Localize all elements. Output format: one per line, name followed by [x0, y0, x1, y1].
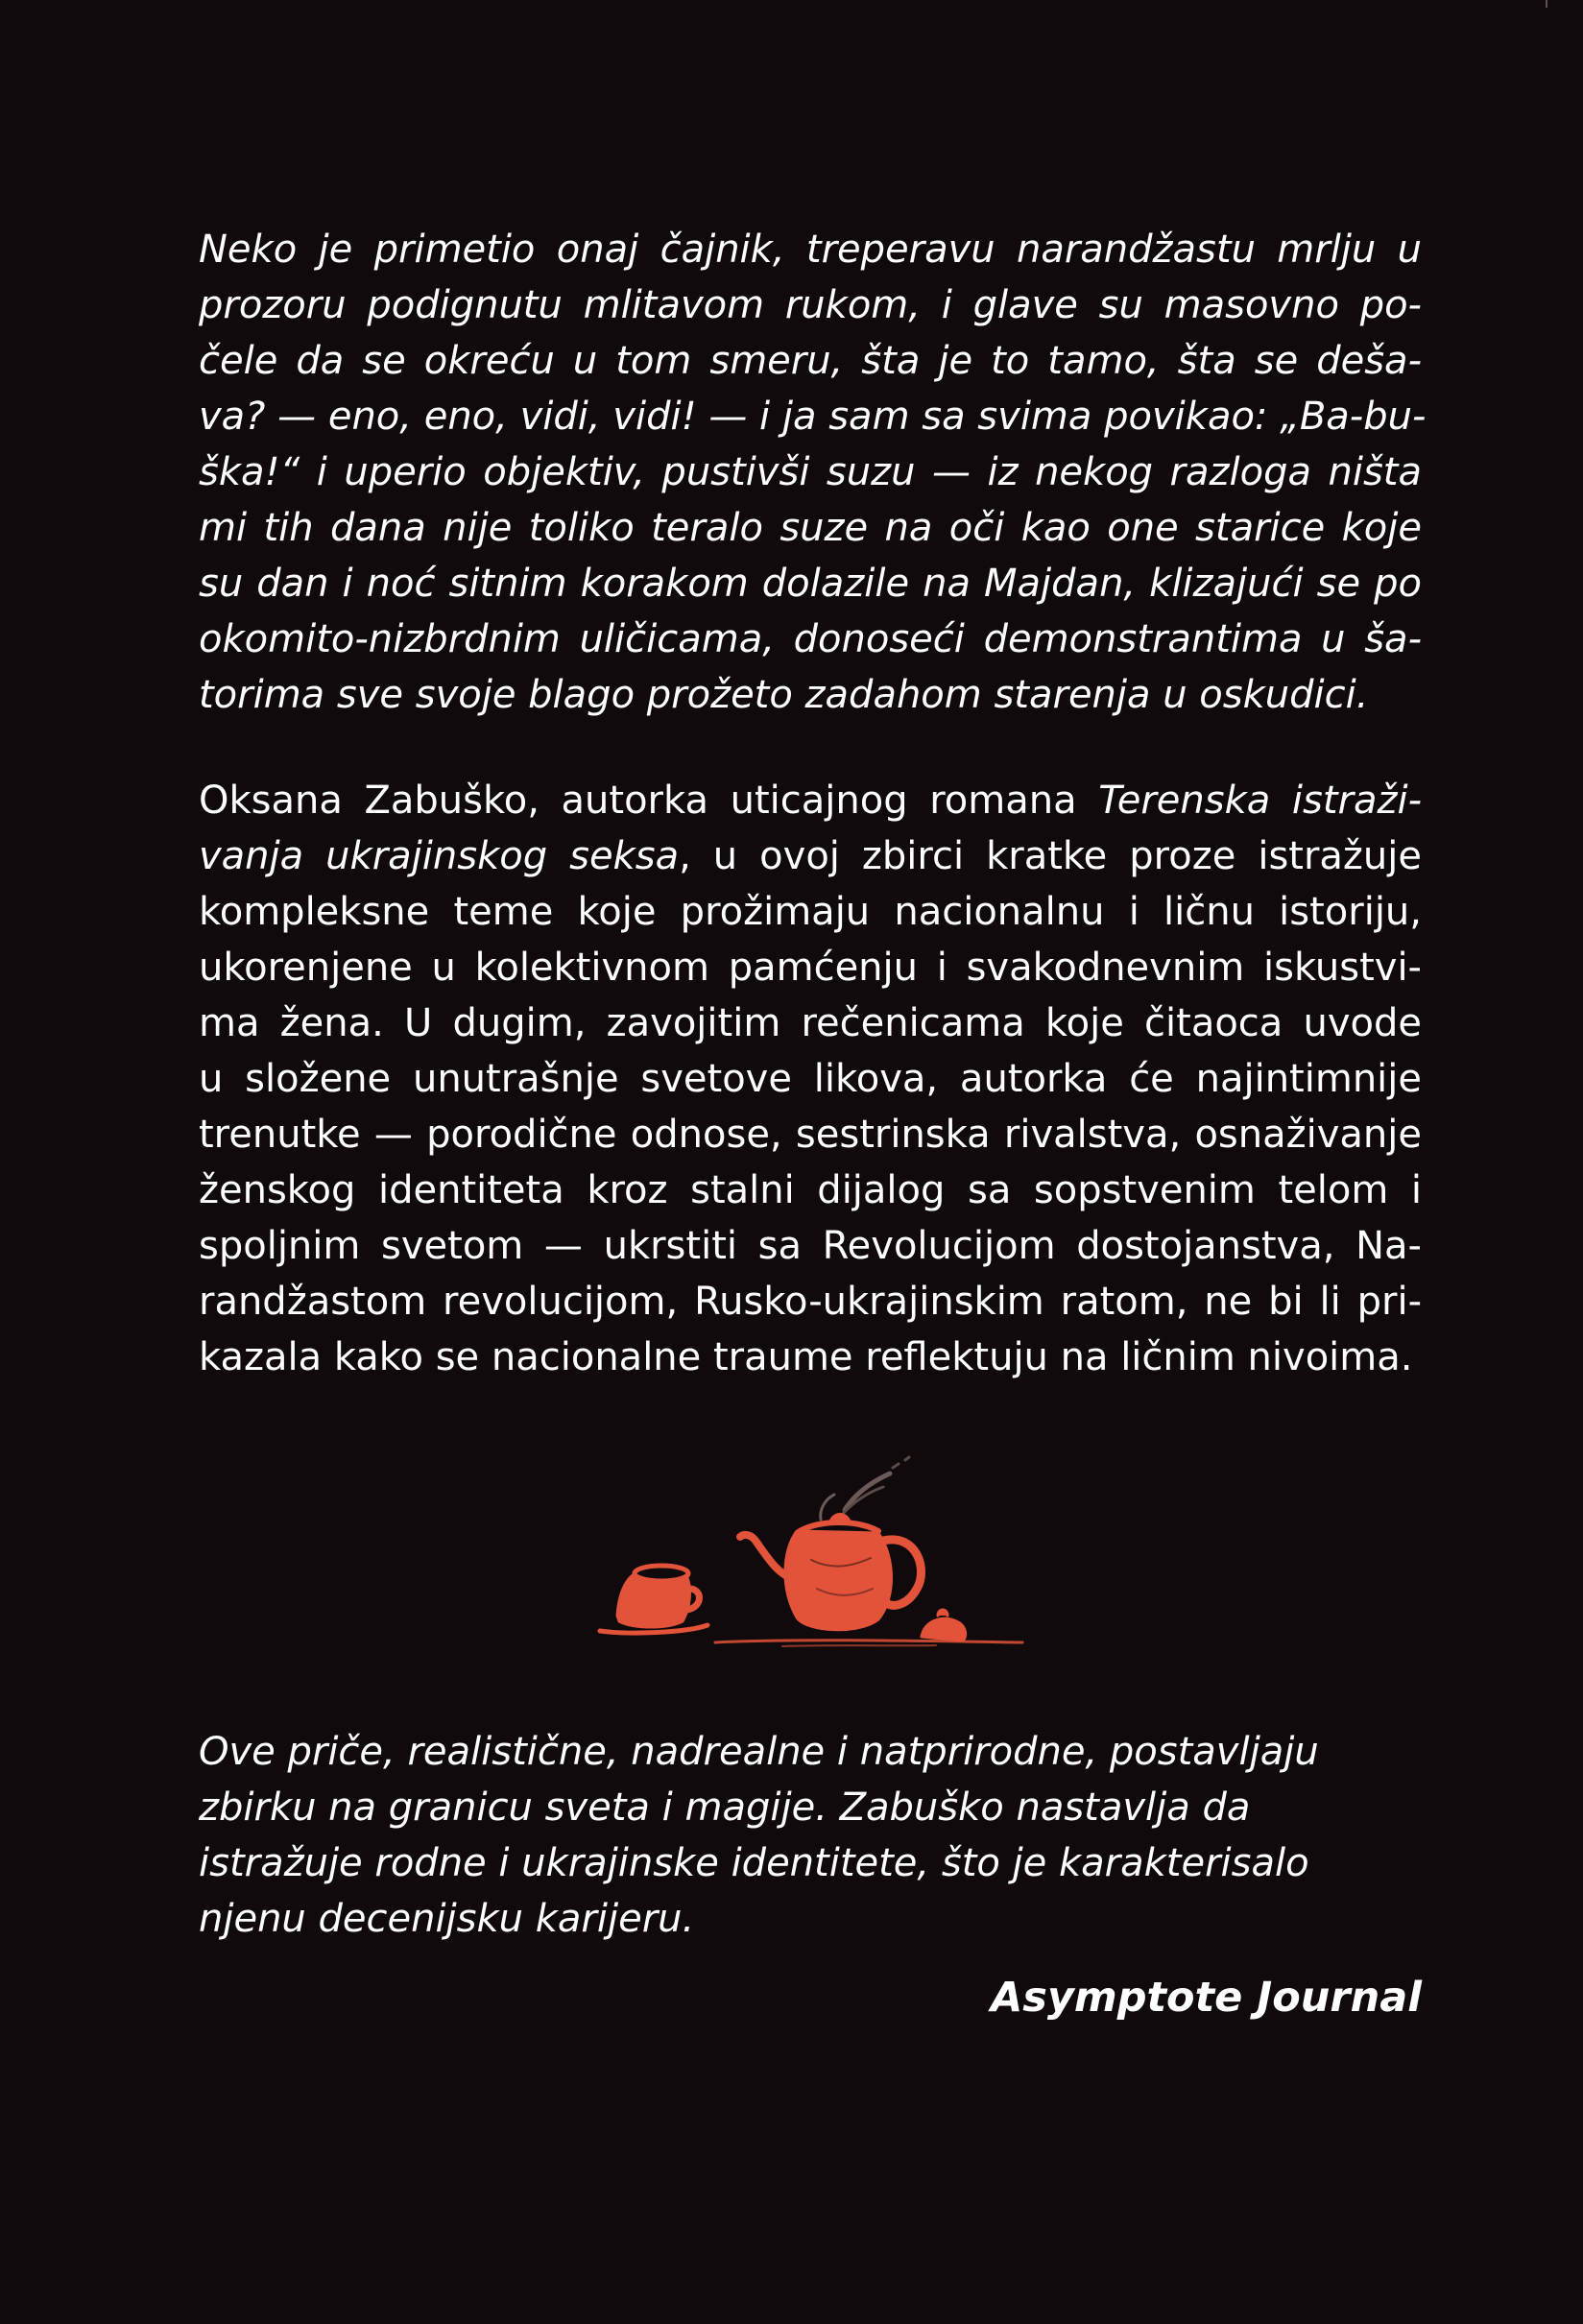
description-line	[199, 828, 1422, 884]
review-line: zbirku na granicu sveta i magije. Zabuško nastavlja da	[199, 1785, 1251, 1830]
description-line: ženskog identiteta kroz stalni dijalog sa sopstvenim telom i	[199, 1168, 1422, 1212]
excerpt-line: okomito-nizbrdnim uličicama, donoseći demonstrantima u ša-	[199, 617, 1422, 661]
review-attribution: Asymptote Journal	[990, 1974, 1422, 2022]
book-description	[199, 773, 1422, 1385]
description-line: ukorenjene u kolektivnom pamćenju i svakodnevnim iskustvi-	[199, 946, 1422, 990]
novel-title: vanja ukrajinskog seksa	[199, 834, 680, 878]
excerpt-quote	[199, 222, 1427, 723]
crop-mark	[1546, 0, 1547, 8]
novel-title: Terenska istraži-	[1098, 779, 1423, 823]
teapot-and-cup-icon	[590, 1445, 1032, 1675]
description-line: randžastom revolucijom, Rusko-ukrajinskim ratom, ne bi li pri-	[199, 1280, 1422, 1324]
description-line: trenutke — porodične odnose, sestrinska rivalstva, osnaživanje	[199, 1113, 1422, 1157]
description-text: , u ovoj zbirci kratke proze istražuje	[679, 834, 1422, 878]
description-line: ma žena. U dugim, zavojitim rečenicama koje čitaoca uvode	[199, 1001, 1422, 1045]
review-line: njenu decenijsku karijeru.	[199, 1897, 695, 1941]
description-line	[199, 773, 1422, 828]
review-line: istražuje rodne i ukrajinske identitete, što je karakterisalo	[199, 1841, 1309, 1885]
excerpt-line: Neko je primetio onaj čajnik, treperavu narandžastu mrlju u	[199, 228, 1422, 272]
excerpt-line: čele da se okreću u tom smeru, šta je to tamo, šta se deša-	[199, 339, 1422, 383]
description-line: kompleksne teme koje prožimaju nacionalnu i ličnu istoriju,	[199, 890, 1422, 934]
excerpt-line: va? — eno, eno, vidi, vidi! — i ja sam sa svima povikao: „Ba-bu-	[199, 395, 1427, 439]
review-line: Ove priče, realistične, nadrealne i natprirodne, postavljaju	[199, 1730, 1319, 1774]
excerpt-line: su dan i noć sitnim korakom dolazile na Majdan, klizajući se po	[199, 562, 1422, 606]
excerpt-line: ška!“ i uperio objektiv, pustivši suzu — iz nekog razloga ništa	[199, 450, 1422, 494]
description-text: Oksana Zabuško, autorka uticajnog romana	[199, 779, 1099, 823]
excerpt-line: torima sve svoje blago prožeto zadahom starenja u oskudici.	[199, 673, 1369, 717]
excerpt-line: prozoru podignutu mlitavom rukom, i glave su masovno po-	[199, 283, 1422, 327]
excerpt-line: mi tih dana nije toliko teralo suze na oči kao one starice koje	[199, 506, 1422, 550]
review-quote	[199, 1724, 1422, 1947]
description-line: u složene unutrašnje svetove likova, autorka će najintimnije	[199, 1057, 1422, 1101]
description-line: spoljnim svetom — ukrstiti sa Revolucijom dostojanstva, Na-	[199, 1224, 1422, 1268]
description-line: kazala kako se nacionalne traume reflektuju na ličnim nivoima.	[199, 1335, 1413, 1379]
